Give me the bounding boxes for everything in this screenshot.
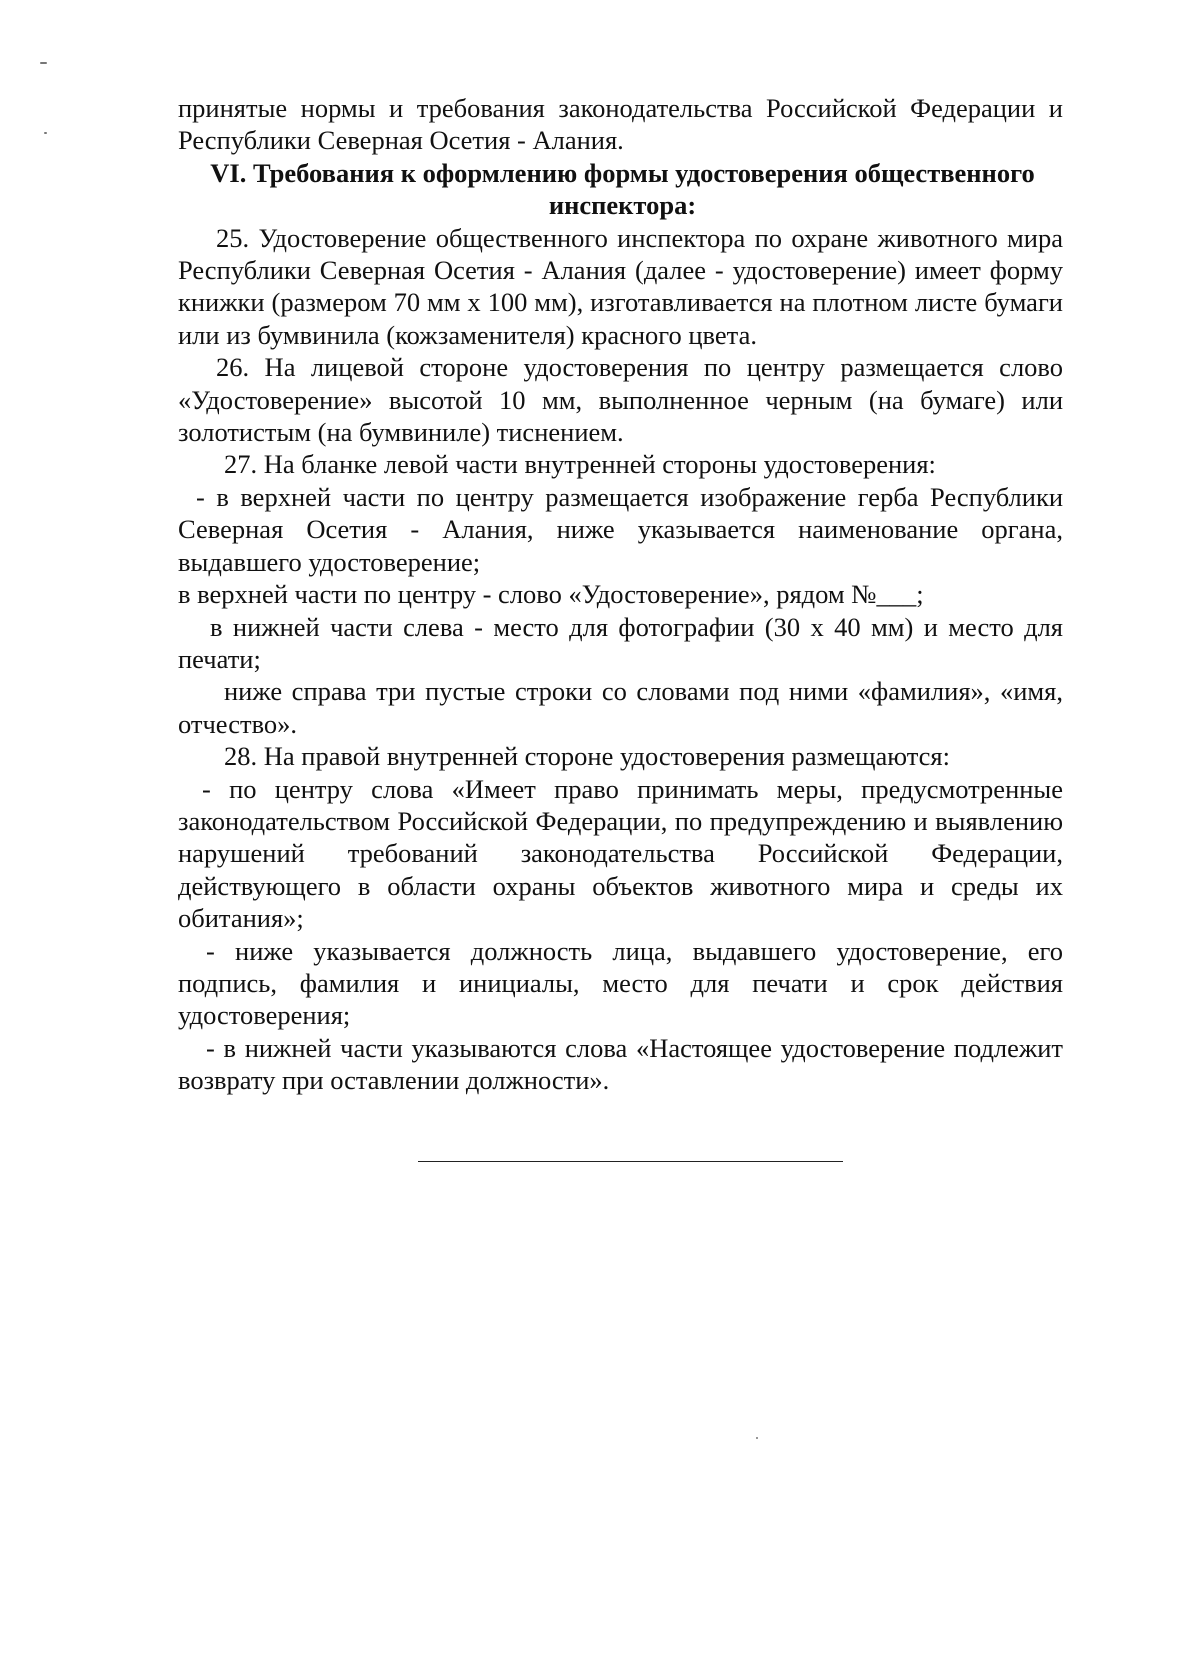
end-of-text-rule [418,1161,843,1162]
scan-speck [44,132,47,134]
paragraph-25: 25. Удостоверение общественного инспектора по охране животного мира Республики Северная Осетия - Алания (далее - удостоверение) имеет форму книжки (размером 70 мм х 100 мм), изготавливается на плотном листе бумаги или из бумвинила (кожзаменителя) красного цвета. [178,222,1063,350]
paragraph-26: 26. На лицевой стороне удостоверения по центру размещается слово «Удостоверение» высотой 10 мм, выполненное черным (на бумаге) или золотистым (на бумвиниле) тиснением. [178,352,1063,448]
paragraph-27: 27. На бланке левой части внутренней стороны удостоверения: [224,449,936,480]
paragraph-28: 28. На правой внутренней стороне удостоверения размещаются: [224,741,950,772]
paragraph-27-item-3: в нижней части слева - место для фотографии (30 х 40 мм) и место для печати; [178,611,1063,674]
paragraph-27-item-2: в верхней части по центру - слово «Удостоверение», рядом №___; [178,579,924,610]
paragraph-28-item-2: - ниже указывается должность лица, выдавшего удостоверение, его подпись, фамилия и инициалы, место для печати и срок действия удостоверения; [178,935,1063,1031]
paragraph-28-item-1: - по центру слова «Имеет право принимать меры, предусмотренные законодательством Российской Федерации, по предупреждению и выявлению нарушений требований законодательства Российской Федерации, действующего в области охраны объектов животного мира и среды их обитания»; [178,773,1063,934]
paragraph-28-item-3: - в нижней части указываются слова «Настоящее удостоверение подлежит возврату при оставлении должности». [178,1032,1063,1096]
scan-speck [40,62,47,64]
document-body [178,92,1063,1097]
scan-speck [756,1437,758,1439]
paragraph-27-item-4: ниже справа три пустые строки со словами под ними «фамилия», «имя, отчество». [178,676,1063,739]
paragraph-27-item-1: - в верхней части по центру размещается изображение герба Республики Северная Осетия - Алания, ниже указывается наименование органа, выдавшего удостоверение; [178,481,1063,577]
section-heading: VI. Требования к оформлению формы удостоверения общественного инспектора: [210,157,1035,221]
continuation-paragraph: принятые нормы и требования законодательства Российской Федерации и Республики Северная Осетия - Алания. [178,93,1063,156]
